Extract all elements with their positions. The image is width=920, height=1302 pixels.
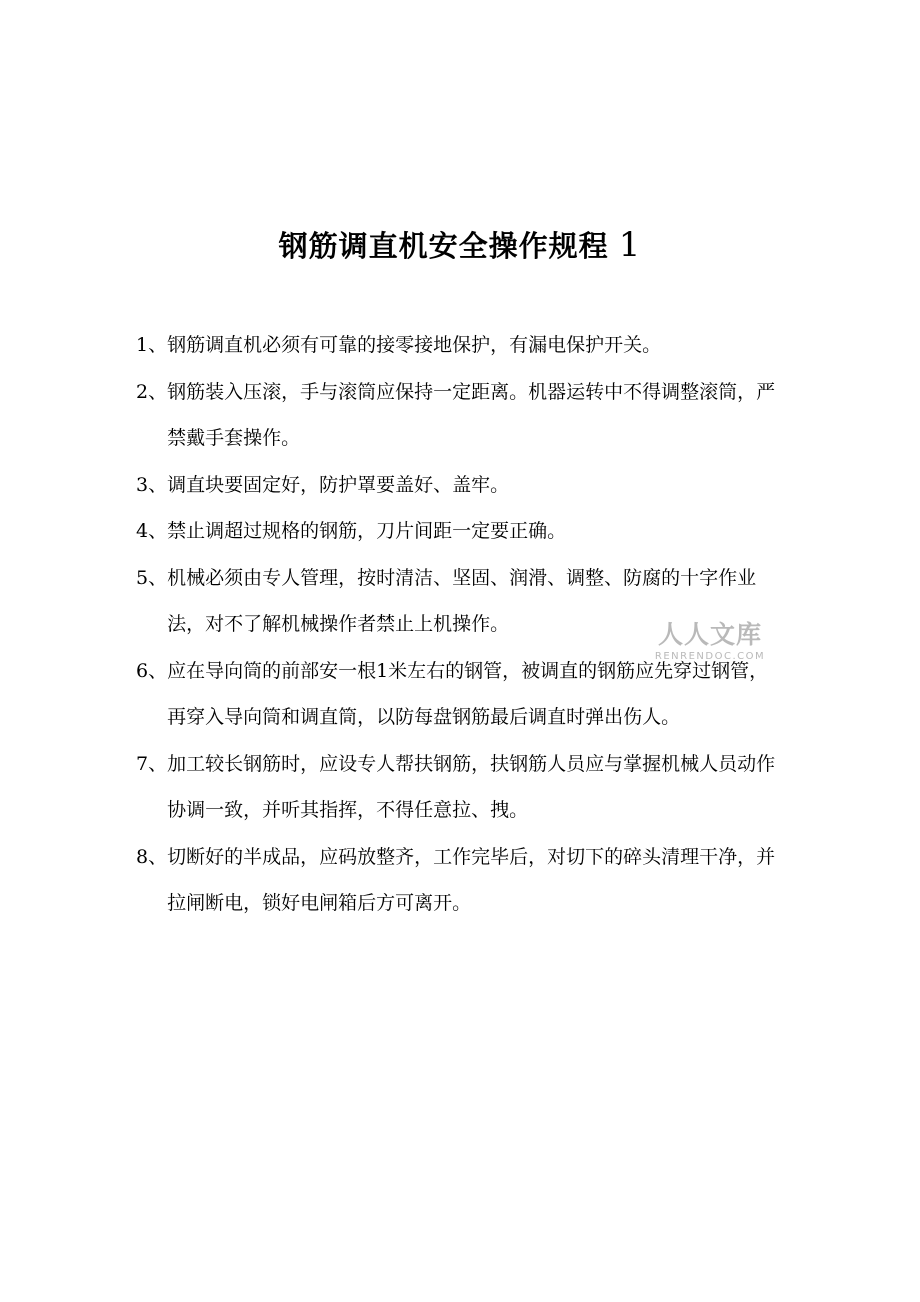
rule-number: 4、 bbox=[136, 520, 168, 542]
title-number: 1 bbox=[618, 225, 642, 265]
rule-number: 7、 bbox=[136, 752, 168, 775]
document-title bbox=[0, 222, 920, 269]
watermark-logo bbox=[648, 620, 772, 664]
rule-number: 8、 bbox=[136, 845, 168, 868]
rule-item bbox=[136, 369, 786, 462]
rule-item bbox=[136, 508, 786, 555]
rule-text: 加工较长钢筋时，应设专人帮扶钢筋，扶钢筋人员应与掌握机械人员动作协调一致，并听其指挥，不得任意拉、拽。 bbox=[167, 752, 776, 821]
rule-item bbox=[136, 741, 786, 834]
rule-number: 1、 bbox=[136, 334, 168, 356]
rule-number: 5、 bbox=[136, 566, 168, 589]
title-text: 钢筋调直机安全操作规程 bbox=[278, 229, 609, 263]
rule-item bbox=[136, 834, 786, 927]
rule-text: 切断好的半成品，应码放整齐，工作完毕后，对切下的碎头清理干净，并拉闸断电，锁好电闸箱后方可离开。 bbox=[167, 845, 776, 914]
rule-number: 3、 bbox=[136, 473, 168, 496]
watermark-domain: RENRENDOC.COM bbox=[654, 651, 766, 662]
watermark-brand: 人人文库 bbox=[657, 620, 762, 649]
rule-text: 调直块要固定好，防护罩要盖好、盖牢。 bbox=[167, 473, 510, 496]
rule-text: 机械必须由专人管理，按时清洁、坚固、润滑、调整、防腐的十字作业法，对不了解机械操作者禁止上机操作。 bbox=[167, 566, 757, 635]
rule-item bbox=[136, 462, 786, 509]
rule-text: 钢筋装入压滚，手与滚筒应保持一定距离。机器运转中不得调整滚筒，严禁戴手套操作。 bbox=[167, 380, 776, 449]
rule-text: 禁止调超过规格的钢筋，刀片间距一定要正确。 bbox=[167, 520, 567, 542]
rule-item bbox=[136, 322, 786, 369]
rule-text: 应在导向筒的前部安一根1米左右的钢管，被调直的钢筋应先穿过钢管，再穿入导向筒和调直筒，以防每盘钢筋最后调直时弹出伤人。 bbox=[167, 659, 769, 728]
rule-number: 2、 bbox=[136, 380, 168, 403]
rule-text: 钢筋调直机必须有可靠的接零接地保护，有漏电保护开关。 bbox=[167, 334, 662, 356]
rule-number: 6、 bbox=[136, 659, 168, 682]
